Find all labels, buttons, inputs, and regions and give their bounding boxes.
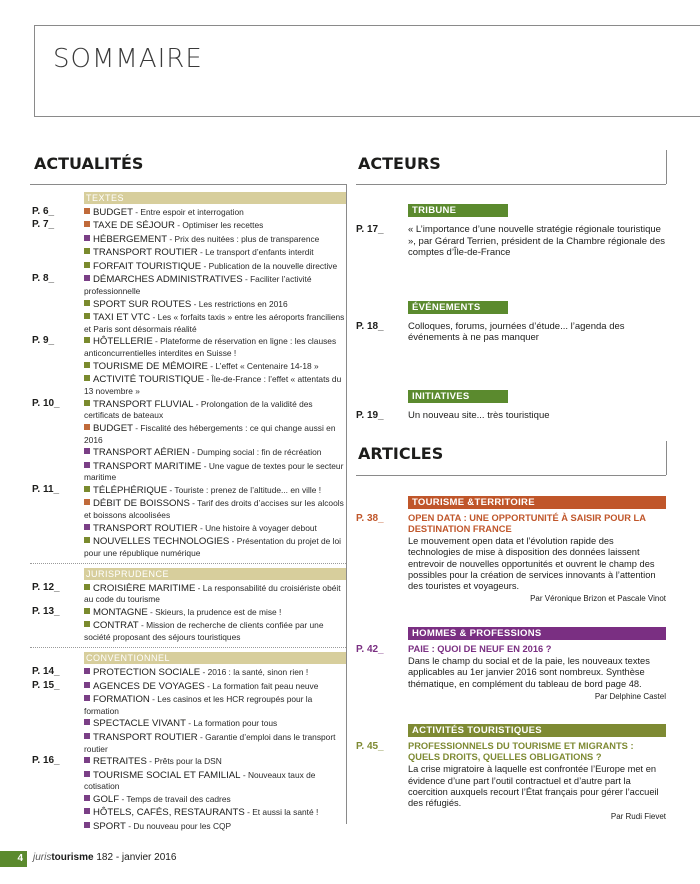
- bullet-square-icon: [84, 313, 90, 319]
- toc-entry[interactable]: [30, 461, 346, 484]
- bullet-square-icon: [84, 362, 90, 368]
- entry-keyword: DÉMARCHES ADMINISTRATIVES: [93, 274, 243, 286]
- entry-description: - Temps de travail des cadres: [119, 793, 231, 804]
- actualites-list: [30, 192, 346, 834]
- entry-description: - Tarif des droits d’accises sur les alcools et boissons alcoolisées: [84, 498, 344, 521]
- entry-keyword: TAXE DE SÉJOUR: [93, 220, 175, 232]
- entry-description: - La formation pour tous: [185, 718, 278, 729]
- page-number: P. 18_: [356, 320, 384, 332]
- page-number: P. 6_: [32, 206, 55, 217]
- article-band: TOURISME &TERRITOIRE: [408, 496, 666, 509]
- acteurs-entry[interactable]: [356, 321, 666, 344]
- acteurs-band: ÉVÉNEMENTS: [408, 301, 508, 314]
- bullet-square-icon: [84, 462, 90, 468]
- entry-description: - 2016 : la santé, sinon rien !: [200, 667, 309, 678]
- column-divider: [346, 184, 347, 824]
- entry-keyword: HÔTELLERIE: [93, 336, 153, 348]
- bullet-square-icon: [84, 208, 90, 214]
- toc-entry[interactable]: [30, 536, 346, 559]
- entry-keyword: TÉLÉPHÉRIQUE: [93, 484, 168, 496]
- section-band: JURISPRUDENCE: [84, 568, 346, 580]
- entry-description: - Nouveaux taux de cotisation: [84, 769, 316, 792]
- article-entry[interactable]: [356, 644, 666, 702]
- page-number: P. 7_: [32, 219, 55, 231]
- entry-description: - Une vague de textes pour le secteur maritime: [84, 460, 344, 483]
- bullet-square-icon: [84, 621, 90, 627]
- article-block: [356, 492, 666, 605]
- bullet-square-icon: [84, 448, 90, 454]
- entry-description: - Les casinos et les HCR regroupés pour la formation: [84, 694, 313, 716]
- bullet-square-icon: [84, 584, 90, 590]
- bullet-square-icon: [84, 808, 90, 814]
- entry-description: - Les « forfaits taxis » entre les aéroports franciliens et Paris sont désormais réalité: [84, 312, 345, 334]
- article-title: PROFESSIONNELS DU TOURISME ET MIGRANTS : QUELS DROITS, QUELLES OBLIGATIONS ?: [408, 741, 634, 763]
- page-number: P. 12_: [32, 581, 60, 593]
- toc-entry[interactable]: [30, 756, 346, 768]
- entry-keyword: SPORT: [93, 820, 126, 832]
- entry-description: - Les restrictions en 2016: [191, 298, 288, 309]
- entry-keyword: TOURISME DE MÉMOIRE: [93, 360, 208, 372]
- acteurs-text: Un nouveau site... très touristique: [408, 409, 550, 421]
- bullet-square-icon: [84, 262, 90, 268]
- toc-entry[interactable]: [30, 423, 346, 446]
- entry-keyword: TRANSPORT AÉRIEN: [93, 447, 190, 459]
- entry-description: - Garantie d’emploi dans le transport routier: [84, 731, 336, 754]
- entry-description: - Entre espoir et interrogation: [132, 207, 244, 217]
- bullet-square-icon: [84, 337, 90, 343]
- entry-keyword: TRANSPORT FLUVIAL: [93, 398, 194, 410]
- page-number: P. 45_: [356, 741, 384, 753]
- entry-keyword: CONTRAT: [93, 620, 139, 632]
- article-title: PAIE : QUOI DE NEUF EN 2016 ?: [408, 643, 552, 654]
- entry-keyword: DÉBIT DE BOISSONS: [93, 498, 190, 510]
- acteurs-entry[interactable]: [356, 224, 666, 259]
- bullet-square-icon: [84, 757, 90, 763]
- article-summary: La crise migratoire à laquelle est confrontée l’Europe met en évidence d’une part l’outil contractuel et d’autre part la coercition auxquels recourt l’État français pour gérer l’accueil des réfugiés.: [408, 764, 659, 809]
- acteurs-rule: [356, 184, 666, 185]
- entry-description: - Prêts pour la DSN: [146, 756, 222, 767]
- toc-entry[interactable]: [30, 498, 346, 521]
- toc-entry[interactable]: [30, 399, 346, 422]
- entry-keyword: TAXI ET VTC: [93, 312, 151, 324]
- entry-keyword: FORFAIT TOURISTIQUE: [93, 260, 202, 272]
- toc-entry[interactable]: [30, 694, 346, 717]
- toc-entry[interactable]: [30, 234, 346, 246]
- toc-entry[interactable]: [30, 732, 346, 755]
- page-number: P. 10_: [32, 397, 60, 409]
- entry-keyword: SPORT SUR ROUTES: [93, 298, 192, 310]
- bullet-square-icon: [84, 300, 90, 306]
- acteurs-block: [356, 200, 666, 259]
- articles-rule: [356, 475, 666, 476]
- bullet-square-icon: [84, 221, 90, 227]
- page-number: P. 17_: [356, 224, 384, 235]
- toc-entry[interactable]: [30, 361, 346, 373]
- entry-description: - Et aussi la santé !: [244, 807, 319, 818]
- actualites-rule: [30, 184, 346, 185]
- entry-description: - Skieurs, la prudence est de mise !: [147, 606, 282, 617]
- entry-keyword: AGENCES DE VOYAGES: [93, 680, 205, 692]
- article-band: HOMMES & PROFESSIONS: [408, 627, 666, 640]
- entry-description: - Prolongation de la validité des certificats de bateaux: [84, 398, 313, 421]
- acteurs-title: ACTEURS: [358, 154, 441, 173]
- section-separator: [30, 563, 346, 564]
- section-band: CONVENTIONNEL: [84, 652, 346, 664]
- toc-entry[interactable]: [30, 312, 346, 335]
- acteurs-band: TRIBUNE: [408, 204, 508, 217]
- entry-keyword: TRANSPORT ROUTIER: [93, 522, 198, 534]
- section-separator: [30, 647, 346, 648]
- articles-list: [356, 492, 666, 840]
- footer-page-number: 4: [0, 851, 27, 867]
- bullet-square-icon: [84, 486, 90, 492]
- entry-keyword: CROISIÈRE MARITIME: [93, 582, 196, 594]
- toc-entry[interactable]: [30, 523, 346, 535]
- page-number: P. 38_: [356, 513, 384, 524]
- bullet-square-icon: [84, 248, 90, 254]
- bullet-square-icon: [84, 795, 90, 801]
- entry-description: - Mission de recherche de clients confiée par une société proposant des séjours touristiques: [84, 620, 324, 643]
- toc-entry[interactable]: [30, 261, 346, 273]
- entry-keyword: FORMATION: [93, 694, 150, 706]
- toc-entry[interactable]: [30, 681, 346, 693]
- article-block: [356, 720, 666, 822]
- brand-italic: juris: [33, 852, 52, 863]
- entry-description: - L’effet « Centenaire 14-18 »: [207, 360, 319, 371]
- toc-entry[interactable]: [30, 299, 346, 311]
- toc-entry[interactable]: [30, 447, 346, 459]
- entry-description: - Publication de la nouvelle directive: [201, 260, 338, 271]
- entry-keyword: SPECTACLE VIVANT: [93, 718, 186, 730]
- entry-description: - Du nouveau pour les CQP: [125, 820, 232, 831]
- acteurs-band: INITIATIVES: [408, 390, 508, 403]
- entry-description: - Dumping social : fin de récréation: [189, 447, 322, 458]
- entry-keyword: BUDGET: [93, 422, 133, 434]
- page-number: P. 13_: [32, 605, 60, 617]
- article-entry[interactable]: [356, 741, 666, 822]
- toc-entry[interactable]: [30, 274, 346, 297]
- articles-title: ARTICLES: [358, 444, 444, 463]
- bullet-square-icon: [84, 275, 90, 281]
- acteurs-text: « L’importance d’une nouvelle stratégie régionale touristique », par Gérard Terrien, président de la Chambre régionale des comptes d’Île-de-France: [408, 224, 665, 258]
- entry-keyword: GOLF: [93, 793, 120, 805]
- entry-keyword: NOUVELLES TECHNOLOGIES: [93, 536, 230, 548]
- entry-keyword: BUDGET: [93, 207, 133, 218]
- entry-description: - Faciliter l’activité professionnelle: [84, 274, 312, 297]
- bullet-square-icon: [84, 424, 90, 430]
- acteurs-rule-end: [666, 150, 667, 184]
- bullet-square-icon: [84, 524, 90, 530]
- bullet-square-icon: [84, 499, 90, 505]
- entry-description: - Optimiser les recettes: [174, 220, 264, 231]
- page-number: P. 9_: [32, 335, 55, 347]
- entry-keyword: HÔTELS, CAFÉS, RESTAURANTS: [93, 807, 245, 819]
- bullet-square-icon: [84, 733, 90, 739]
- footer-publication: [33, 852, 176, 863]
- article-byline: Par Delphine Castel: [594, 691, 666, 701]
- page-number: P. 8_: [32, 273, 55, 285]
- toc-entry[interactable]: [30, 718, 346, 730]
- page-number: P. 15_: [32, 679, 60, 691]
- toc-entry[interactable]: [30, 583, 346, 606]
- actualites-title: ACTUALITÉS: [34, 154, 144, 173]
- entry-description: - Touriste : prenez de l’altitude... en ville !: [167, 484, 322, 495]
- toc-entry[interactable]: [30, 794, 346, 806]
- entry-keyword: TRANSPORT MARITIME: [93, 460, 202, 472]
- toc-entry[interactable]: [30, 485, 346, 497]
- entry-description: - La responsabilité du croisiériste obéit au code du tourisme: [84, 582, 341, 605]
- bullet-square-icon: [84, 235, 90, 241]
- entry-description: - La formation fait peau neuve: [204, 680, 319, 691]
- entry-keyword: MONTAGNE: [93, 606, 148, 618]
- entry-description: - Prix des nuitées : plus de transparence: [167, 233, 320, 244]
- entry-keyword: PROTECTION SOCIALE: [93, 667, 201, 679]
- toc-entry[interactable]: [30, 374, 346, 397]
- toc-entry[interactable]: [30, 821, 346, 833]
- entry-description: - Fiscalité des hébergements : ce qui change aussi en 2016: [84, 422, 336, 445]
- bullet-square-icon: [84, 608, 90, 614]
- acteurs-block: [356, 386, 666, 422]
- articles-rule-end: [666, 441, 667, 475]
- issue-info: 182 - janvier 2016: [93, 852, 177, 863]
- page-number: P. 42_: [356, 643, 384, 655]
- acteurs-entry[interactable]: [356, 410, 666, 422]
- entry-keyword: ACTIVITÉ TOURISTIQUE: [93, 374, 205, 386]
- toc-entry[interactable]: [30, 770, 346, 793]
- entry-keyword: TRANSPORT ROUTIER: [93, 731, 198, 743]
- article-entry[interactable]: [356, 513, 666, 605]
- toc-entry[interactable]: [30, 667, 346, 679]
- page-number: P. 11_: [32, 483, 60, 495]
- bullet-square-icon: [84, 537, 90, 543]
- section-band: TEXTES: [84, 192, 346, 204]
- bullet-square-icon: [84, 719, 90, 725]
- toc-entry[interactable]: [30, 807, 346, 819]
- entry-keyword: HÉBERGEMENT: [93, 233, 168, 245]
- article-byline: Par Rudi Fievet: [610, 811, 666, 821]
- acteurs-text: Colloques, forums, journées d’étude... l’agenda des événements à ne pas manquer: [408, 320, 625, 343]
- entry-description: - Une histoire à voyager debout: [197, 522, 317, 533]
- acteurs-list: [356, 200, 666, 463]
- toc-entry[interactable]: [30, 220, 346, 232]
- entry-description: - Île-de-France : l’effet « attentats du 13 novembre »: [84, 374, 342, 397]
- bullet-square-icon: [84, 668, 90, 674]
- entry-keyword: TRANSPORT ROUTIER: [93, 247, 198, 259]
- entry-description: - Plateforme de réservation en ligne : les clauses anticoncurrentielles interdites en Suisse !: [84, 336, 337, 359]
- article-band: ACTIVITÉS TOURISTIQUES: [408, 724, 666, 737]
- article-summary: Dans le champ du social et de la paie, les nouveaux textes applicables au 1er janvier 2016 sont nombreux. Synthèse thématique, en complément du tableau de bord page 48.: [408, 655, 650, 689]
- bullet-square-icon: [84, 822, 90, 828]
- toc-entry[interactable]: [30, 336, 346, 359]
- toc-entry[interactable]: [30, 247, 346, 259]
- article-summary: Le mouvement open data et l’évolution rapide des technologies de mise à disposition des données laissent entrevoir de nouvelles opportunités et ouvrent le champ des possibles pour la création de services innovants à l’attention des touristes et voyageurs.: [408, 536, 656, 592]
- toc-entry[interactable]: [30, 620, 346, 643]
- bullet-square-icon: [84, 400, 90, 406]
- toc-entry[interactable]: [30, 607, 346, 619]
- entry-keyword: TOURISME SOCIAL ET FAMILIAL: [93, 769, 241, 781]
- title-box: [34, 25, 700, 117]
- acteurs-block: [356, 297, 666, 344]
- brand-bold: tourisme: [51, 852, 94, 863]
- page-number: P. 19_: [356, 409, 384, 421]
- article-block: [356, 623, 666, 702]
- bullet-square-icon: [84, 771, 90, 777]
- entry-description: - Le transport d’enfants interdit: [197, 247, 314, 258]
- bullet-square-icon: [84, 682, 90, 688]
- entry-keyword: RETRAITES: [93, 756, 147, 768]
- bullet-square-icon: [84, 695, 90, 701]
- toc-entry[interactable]: [30, 207, 346, 219]
- page-title: SOMMAIRE: [53, 44, 203, 74]
- article-byline: Par Véronique Brizon et Pascale Vinot: [530, 594, 666, 604]
- page-number: P. 14_: [32, 666, 60, 678]
- entry-description: - Présentation du projet de loi pour une république numérique: [84, 536, 342, 558]
- bullet-square-icon: [84, 375, 90, 381]
- page-number: P. 16_: [32, 755, 60, 767]
- article-title: OPEN DATA : UNE OPPORTUNITÉ À SAISIR POUR LA DESTINATION FRANCE: [408, 513, 646, 534]
